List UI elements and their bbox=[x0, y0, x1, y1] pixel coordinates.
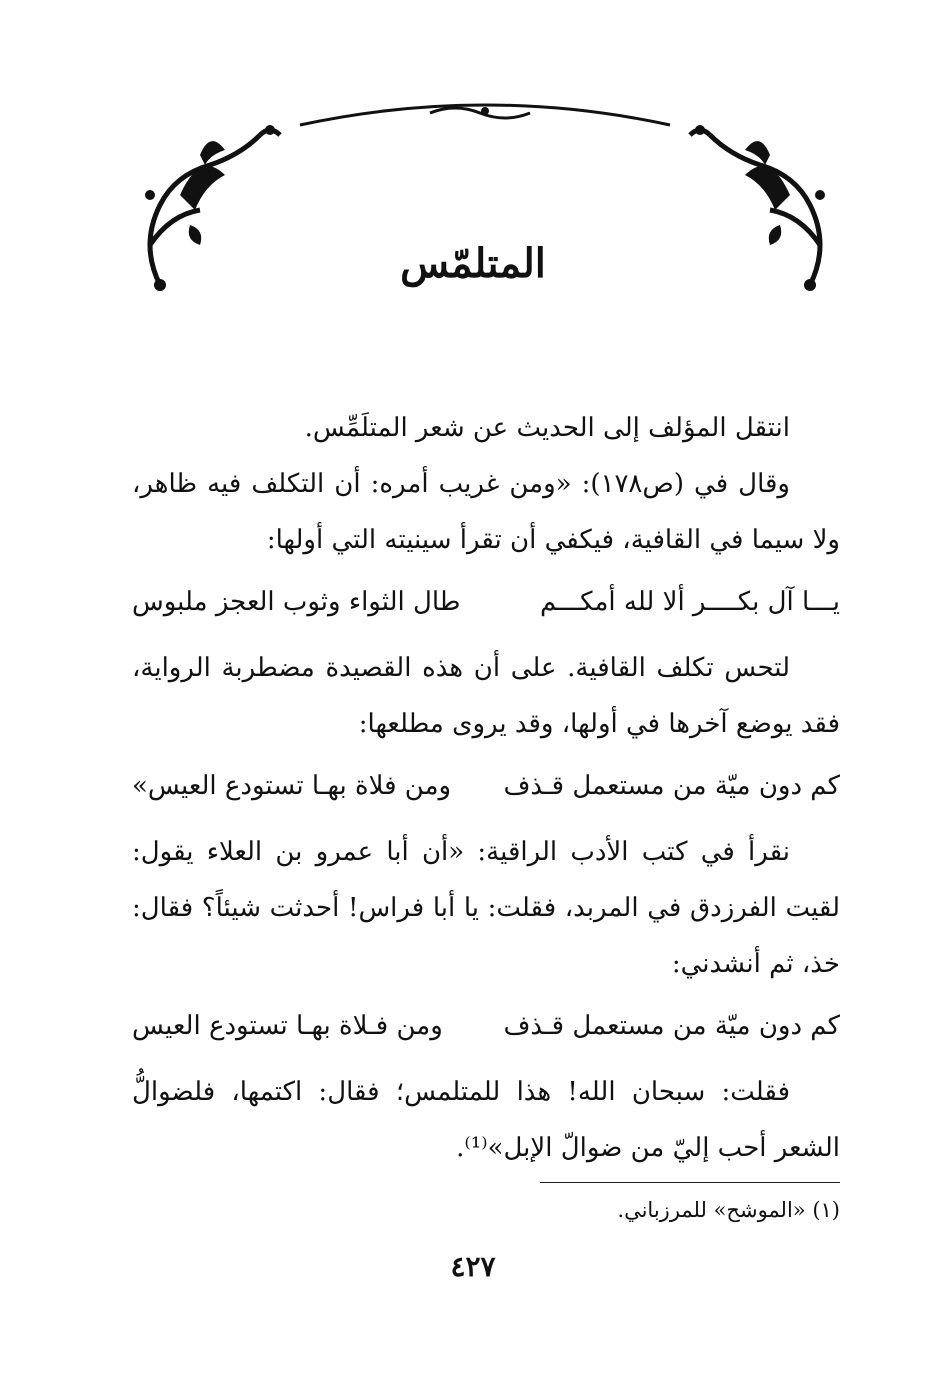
footnote: (١) «الموشح» للمرزباني. bbox=[617, 1198, 840, 1222]
verse-2 bbox=[132, 758, 840, 814]
paragraph-1: انتقل المؤلف إلى الحديث عن شعر المتلَمِّس. bbox=[304, 413, 790, 443]
paragraph-2: وقال في (ص١٧٨): «ومن غريب أمره: أن التكلف فيه ظاهر، ولا سيما في القافية، فيكفي أن تقرأ سينيته التي أولها: bbox=[132, 469, 840, 555]
chapter-title: المتلمّس bbox=[400, 240, 546, 287]
verse-1 bbox=[132, 574, 840, 630]
main-text bbox=[132, 400, 840, 1176]
verse-1-first-hemistich: يـــا آل بكــــر ألا لله أمكـــم bbox=[539, 587, 840, 617]
paragraph-4: نقرأ في كتب الأدب الراقية: «أن أبا عمرو بن العلاء يقول: لقيت الفرزدق في المربد، فقلت: يا أبا فراس! أحدثت شيئاً؟ فقال: خذ، ثم أنشدني: bbox=[132, 837, 840, 979]
footnote-divider bbox=[540, 1182, 840, 1183]
verse-3 bbox=[132, 998, 840, 1054]
verse-2-first-hemistich: كم دون ميّة من مستعمل قـذف bbox=[503, 771, 840, 801]
verse-3-second-hemistich: ومن فـلاة بهـا تستودع العيس bbox=[132, 1011, 443, 1041]
page-number: ٤٢٧ bbox=[450, 1250, 496, 1283]
verse-1-second-hemistich: طال الثواء وثوب العجز ملبوس bbox=[132, 587, 461, 617]
paragraph-5: فقلت: سبحان الله! هذا للمتلمس؛ فقال: اكتمها، فلضوالُّ الشعر أحب إليّ من ضوالّ الإبل»⁽¹⁾. bbox=[132, 1077, 840, 1163]
paragraph-3: لتحس تكلف القافية. على أن هذه القصيدة مضطربة الرواية، فقد يوضع آخرها في أولها، وقد يروى مطلعها: bbox=[132, 653, 840, 739]
verse-3-first-hemistich: كم دون ميّة من مستعمل قـذف bbox=[503, 1011, 840, 1041]
verse-2-second-hemistich: ومن فلاة بهـا تستودع العيس» bbox=[132, 771, 452, 801]
